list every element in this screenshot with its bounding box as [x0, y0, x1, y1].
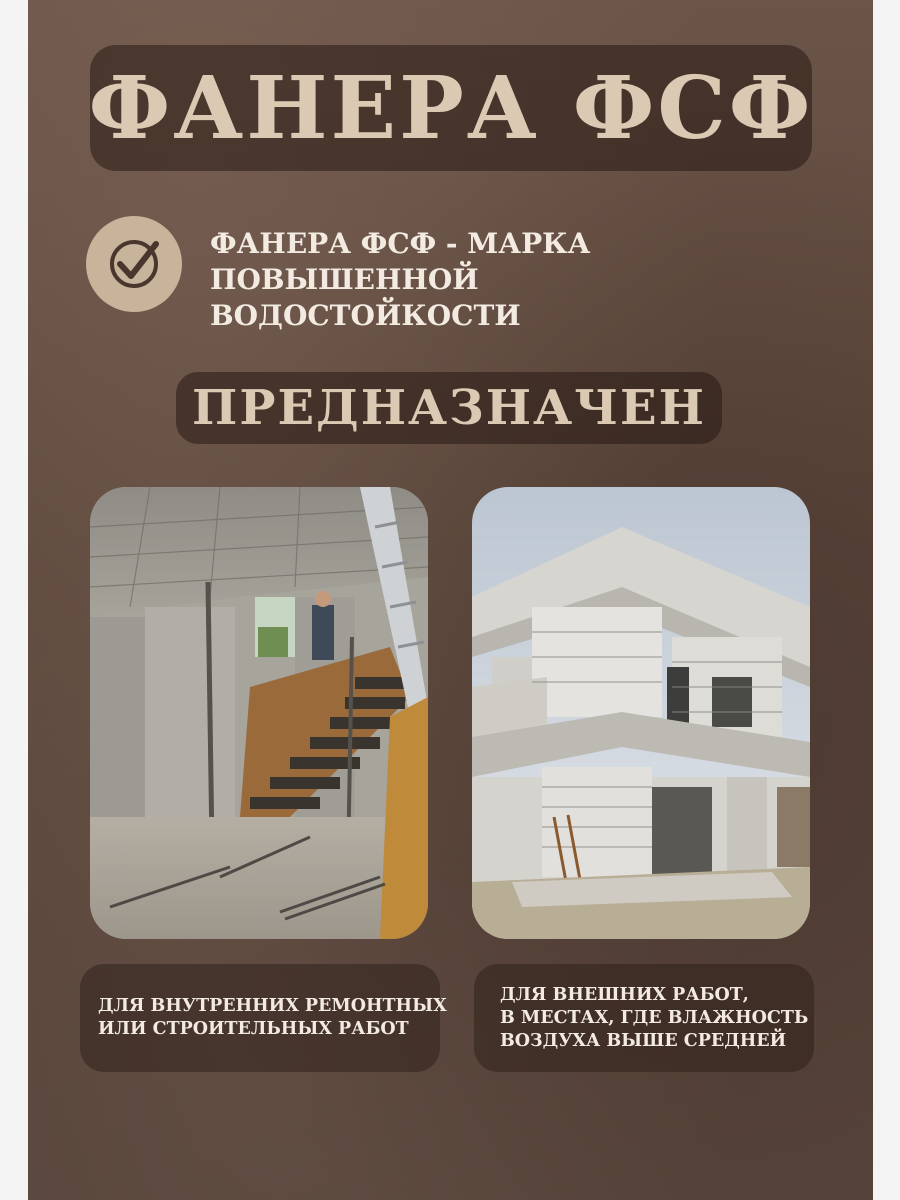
section-title: ПРЕДНАЗНАЧЕН	[192, 380, 706, 436]
feature-line: ВОДОСТОЙКОСТИ	[210, 299, 521, 332]
feature-line: ФАНЕРА ФСФ - МАРКА ПОВЫШЕННОЙ	[210, 227, 591, 296]
poster	[28, 0, 873, 1200]
caption-line: В МЕСТАХ, ГДЕ ВЛАЖНОСТЬ	[500, 1007, 809, 1028]
exterior-construction-photo	[472, 487, 810, 939]
caption-line: ДЛЯ ВНУТРЕННИХ РЕМОНТНЫХ	[98, 996, 447, 1016]
caption-line: ИЛИ СТРОИТЕЛЬНЫХ РАБОТ	[98, 1019, 409, 1039]
section-banner	[176, 372, 722, 444]
interior-construction-photo	[90, 487, 428, 939]
title-banner	[90, 45, 812, 171]
caption-line: ВОЗДУХА ВЫШЕ СРЕДНЕЙ	[500, 1030, 787, 1051]
caption-line: ДЛЯ ВНЕШНИХ РАБОТ,	[500, 984, 749, 1005]
page-title: ФАНЕРА ФСФ	[88, 57, 814, 159]
interior-use-caption	[80, 964, 447, 1072]
exterior-use-caption	[474, 964, 814, 1072]
check-circle-icon	[86, 216, 182, 312]
feature-text	[210, 226, 850, 334]
